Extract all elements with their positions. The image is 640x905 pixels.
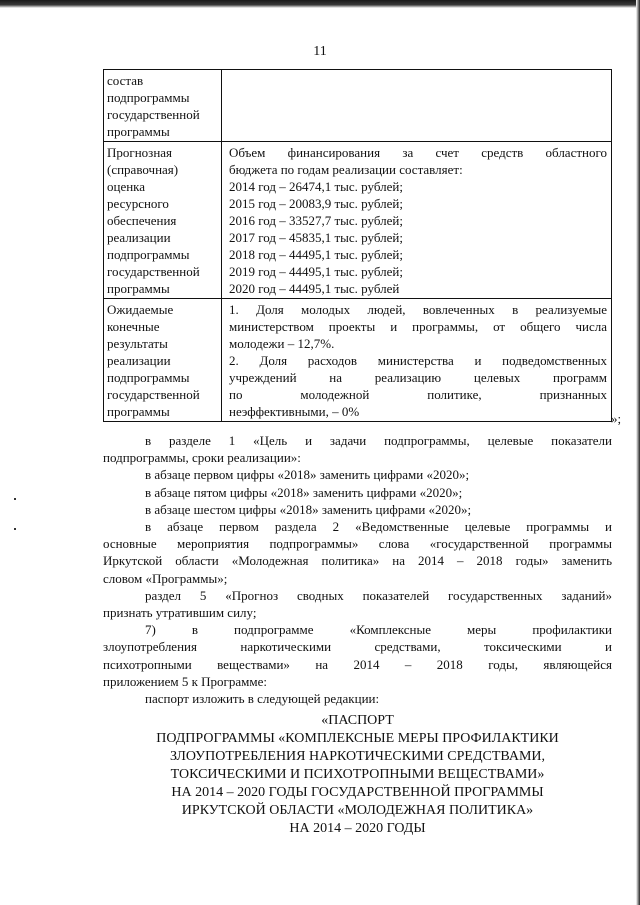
paragraph (103, 621, 612, 690)
text-line: в разделе 1 «Цель и задачи подпрограммы, целевые показатели (145, 433, 612, 448)
content-line: учреждений на реализацию целевых программ (229, 370, 607, 385)
table-row (104, 70, 612, 142)
paragraph (103, 501, 612, 518)
row-content-cell (222, 70, 612, 142)
label-line: оценка (107, 179, 146, 194)
label-line: Ожидаемые (107, 302, 174, 317)
content-line: 1. Доля молодых людей, вовлеченных в реализуемые (229, 302, 607, 317)
table-row (104, 142, 612, 299)
heading-line: ИРКУТСКОЙ ОБЛАСТИ «МОЛОДЕЖНАЯ ПОЛИТИКА» (181, 803, 534, 818)
content-line: бюджета по годам реализации составляет: (229, 162, 463, 177)
content-line: молодежи – 12,7%. (229, 336, 335, 351)
paragraph (103, 587, 612, 621)
row-content-cell (222, 299, 612, 422)
label-line: (справочная) (107, 162, 179, 177)
content-line: 2015 год – 20083,9 тыс. рублей; (229, 196, 403, 211)
scan-speck (14, 498, 16, 500)
text-line: паспорт изложить в следующей редакции: (145, 691, 380, 707)
row-content-cell (222, 142, 612, 299)
label-line: конечные (107, 319, 160, 334)
label-line: ресурсного (107, 196, 169, 211)
label-line: подпрограммы (107, 90, 190, 105)
content-line: министерством проекты и программы, от общего числа (229, 319, 607, 334)
label-line: Прогнозная (107, 145, 173, 160)
label-line: реализации (107, 230, 171, 245)
heading-line: ПОДПРОГРАММЫ «КОМПЛЕКСНЫЕ МЕРЫ ПРОФИЛАКТИКИ (156, 731, 559, 746)
paragraph (103, 484, 612, 501)
table-row (104, 299, 612, 422)
text-line: признать утратившим силу; (103, 605, 257, 621)
content-line: по молодежной политике, признанных (229, 387, 607, 402)
content-line: неэффективными, – 0% (229, 404, 360, 419)
text-line: основные мероприятия подпрограммы» слова «государственной программы (103, 536, 612, 552)
label-line: обеспечения (107, 213, 177, 228)
label-line: реализации (107, 353, 171, 368)
heading-line: ЗЛОУПОТРЕБЛЕНИЯ НАРКОТИЧЕСКИМИ СРЕДСТВАМИ, (169, 749, 546, 764)
paragraph (103, 432, 612, 466)
label-line: подпрограммы (107, 370, 190, 385)
label-line: состав (107, 73, 144, 88)
content-line: 2016 год – 33527,7 тыс. рублей; (229, 213, 403, 228)
label-line: программы (107, 404, 170, 419)
page-number: 11 (313, 44, 327, 59)
row-label-cell (104, 299, 222, 422)
text-line: раздел 5 «Прогноз сводных показателей государственных заданий» (145, 587, 612, 603)
heading-line: ТОКСИЧЕСКИМИ И ПСИХОТРОПНЫМИ ВЕЩЕСТВАМИ» (170, 767, 545, 782)
text-line: в абзаце пятом цифры «2018» заменить цифрами «2020»; (145, 484, 463, 500)
text-line: Иркутской области «Молодежная политика» на 2014 – 2018 годы» заменить (103, 553, 612, 569)
scan-top-edge (0, 0, 640, 8)
paragraph (103, 466, 612, 483)
label-line: государственной (107, 107, 200, 122)
content-line: Объем финансирования за счет средств областного (229, 145, 607, 160)
text-line: подпрограммы, сроки реализации»: (103, 450, 301, 466)
scan-right-edge (636, 0, 640, 905)
text-line: в абзаце первом цифры «2018» заменить цифрами «2020»; (145, 467, 470, 483)
paragraph (103, 518, 612, 587)
heading-line: НА 2014 – 2020 ГОДЫ ГОСУДАРСТВЕННОЙ ПРОГРАММЫ (171, 785, 544, 800)
text-line: психотропными веществами» на 2014 – 2018 годы, являющейся (103, 656, 612, 672)
label-line: результаты (107, 336, 168, 351)
text-line: 7) в подпрограмме «Комплексные меры профилактики (145, 622, 612, 638)
table-closing-mark: »; (611, 411, 622, 426)
text-line: в абзаце первом раздела 2 «Ведомственные целевые программы и (145, 519, 612, 535)
heading-line: НА 2014 – 2020 ГОДЫ (289, 821, 426, 836)
row-label-cell (104, 142, 222, 299)
row-label-cell (104, 70, 222, 142)
scan-speck (14, 528, 16, 530)
label-line: государственной (107, 264, 200, 279)
label-line: программы (107, 281, 170, 296)
label-line: государственной (107, 387, 200, 402)
passport-heading (103, 712, 612, 838)
content-line: 2018 год – 44495,1 тыс. рублей; (229, 247, 403, 262)
content-line: 2017 год – 45835,1 тыс. рублей; (229, 230, 403, 245)
heading-line: «ПАСПОРТ (321, 713, 394, 728)
text-line: приложением 5 к Программе: (103, 673, 267, 689)
text-line: в абзаце шестом цифры «2018» заменить цифрами «2020»; (145, 501, 472, 517)
content-line: 2. Доля расходов министерства и подведомственных (229, 353, 607, 368)
content-line: 2014 год – 26474,1 тыс. рублей; (229, 179, 403, 194)
label-line: программы (107, 124, 170, 139)
amendment-text (103, 432, 612, 707)
content-line: 2020 год – 44495,1 тыс. рублей (229, 281, 400, 296)
paragraph (103, 690, 612, 707)
text-line: словом «Программы»; (103, 570, 228, 586)
label-line: подпрограммы (107, 247, 190, 262)
passport-table (103, 69, 612, 422)
content-line: 2019 год – 44495,1 тыс. рублей; (229, 264, 403, 279)
text-line: злоупотребления наркотическими средствами, токсическими и (103, 639, 612, 655)
